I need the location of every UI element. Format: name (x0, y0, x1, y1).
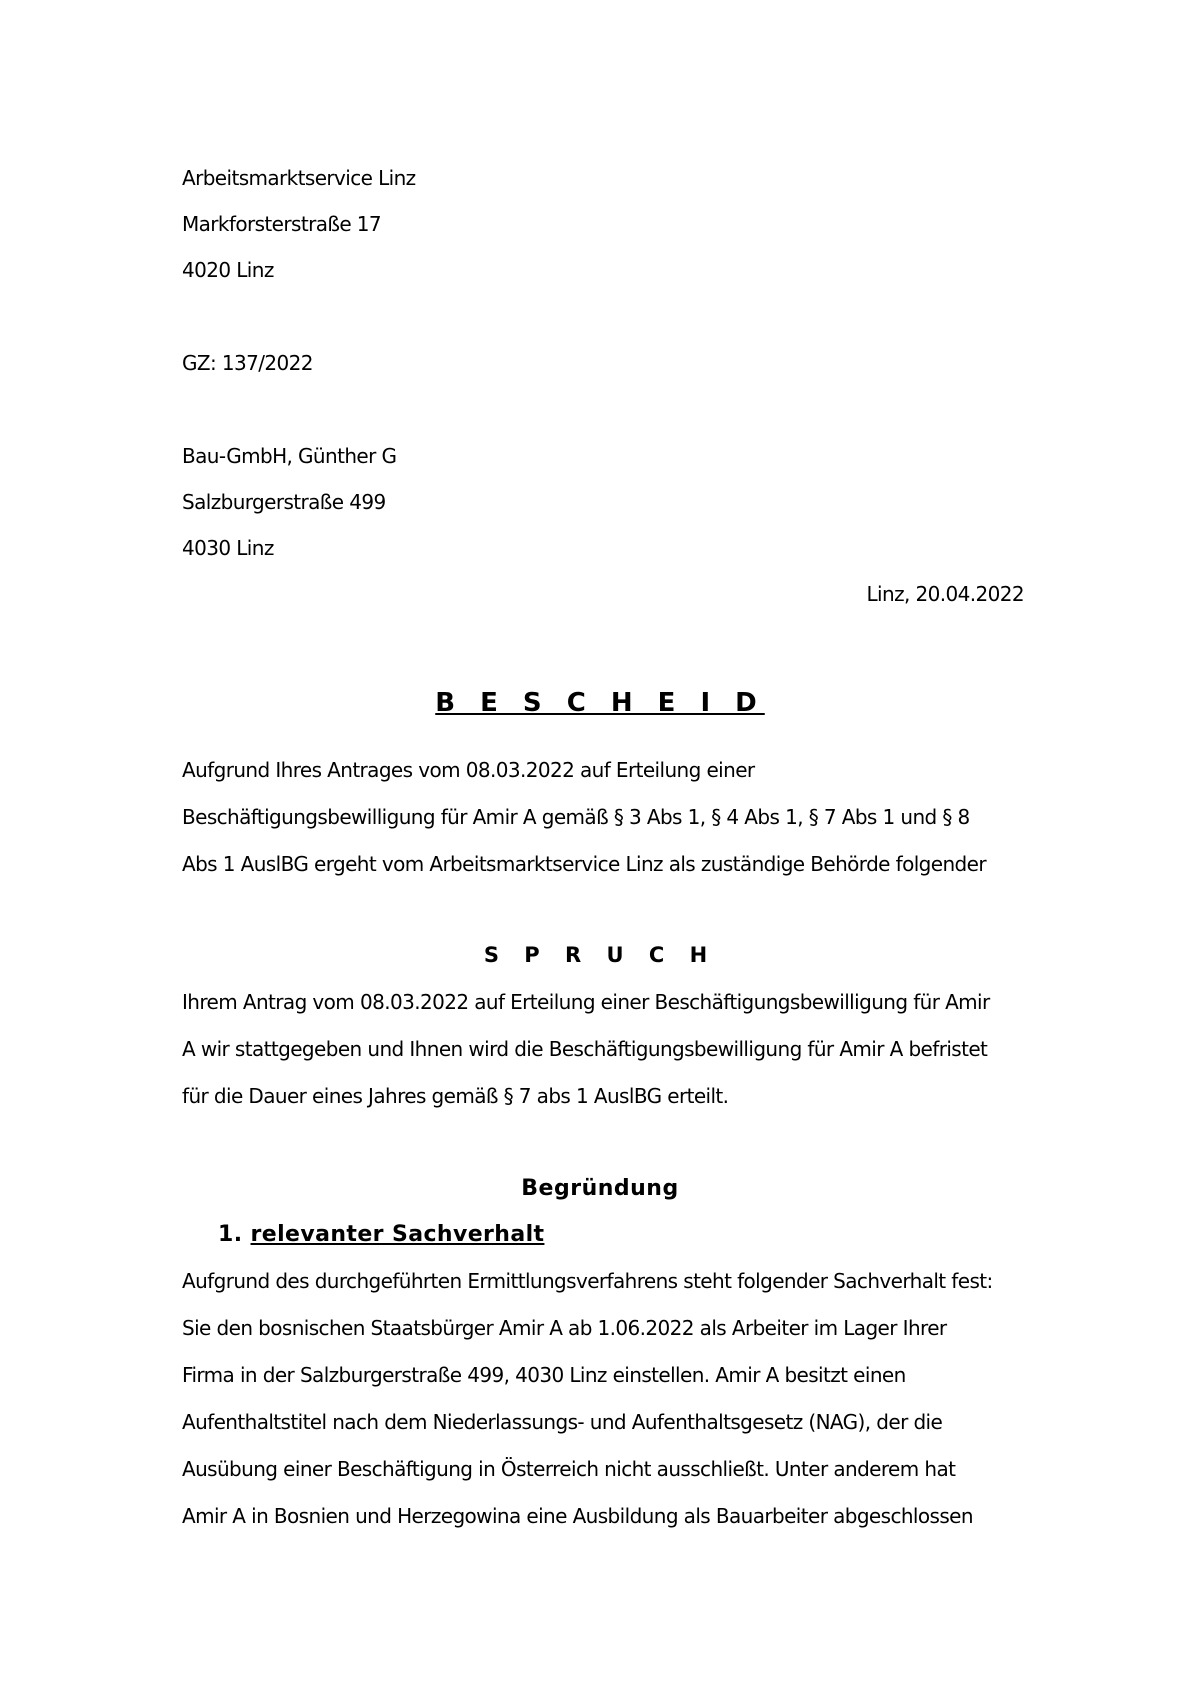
begruendung-heading: Begründung (521, 1176, 679, 1201)
intro-line-2: Beschäftigungsbewilligung für Amir A gemäß § 3 Abs 1, § 4 Abs 1, § 7 Abs 1 und § 8 (182, 805, 970, 829)
sachverhalt-line-5: Ausübung einer Beschäftigung in Österreich nicht ausschließt. Unter anderem hat (182, 1457, 956, 1481)
recipient-city: 4030 Linz (182, 536, 274, 560)
sachverhalt-line-4: Aufenthaltstitel nach dem Niederlassungs- und Aufenthaltsgesetz (NAG), der die (182, 1410, 943, 1434)
section-1-heading (218, 1221, 544, 1249)
section-1-title: relevanter Sachverhalt (250, 1222, 545, 1247)
sachverhalt-line-1: Aufgrund des durchgeführten Ermittlungsverfahrens steht folgender Sachverhalt fest: (182, 1269, 993, 1293)
spruch-line-2: A wir stattgegeben und Ihnen wird die Beschäftigungsbewilligung für Amir A befristet (182, 1037, 988, 1061)
sachverhalt-line-6: Amir A in Bosnien und Herzegowina eine Ausbildung als Bauarbeiter abgeschlossen (182, 1504, 973, 1528)
spruch-title: S P R U C H (483, 943, 717, 967)
sender-city: 4020 Linz (182, 258, 274, 282)
document-date: Linz, 20.04.2022 (866, 582, 1024, 606)
intro-line-3: Abs 1 AuslBG ergeht vom Arbeitsmarktservice Linz als zuständige Behörde folgender (182, 852, 986, 876)
spruch-line-3: für die Dauer eines Jahres gemäß § 7 abs 1 AuslBG erteilt. (182, 1084, 729, 1108)
sachverhalt-line-2: Sie den bosnischen Staatsbürger Amir A ab 1.06.2022 als Arbeiter im Lager Ihrer (182, 1316, 947, 1340)
recipient-name: Bau-GmbH, Günther G (182, 444, 397, 468)
document-title: B E S C H E I D (435, 688, 765, 718)
spruch-line-1: Ihrem Antrag vom 08.03.2022 auf Erteilung einer Beschäftigungsbewilligung für Amir (182, 990, 990, 1014)
sachverhalt-line-3: Firma in der Salzburgerstraße 499, 4030 Linz einstellen. Amir A besitzt einen (182, 1363, 906, 1387)
recipient-street: Salzburgerstraße 499 (182, 490, 386, 514)
reference-number: GZ: 137/2022 (182, 351, 313, 375)
sender-street: Markforsterstraße 17 (182, 212, 382, 236)
sender-name: Arbeitsmarktservice Linz (182, 166, 416, 190)
section-1-number: 1. (218, 1222, 243, 1247)
intro-line-1: Aufgrund Ihres Antrages vom 08.03.2022 auf Erteilung einer (182, 758, 755, 782)
